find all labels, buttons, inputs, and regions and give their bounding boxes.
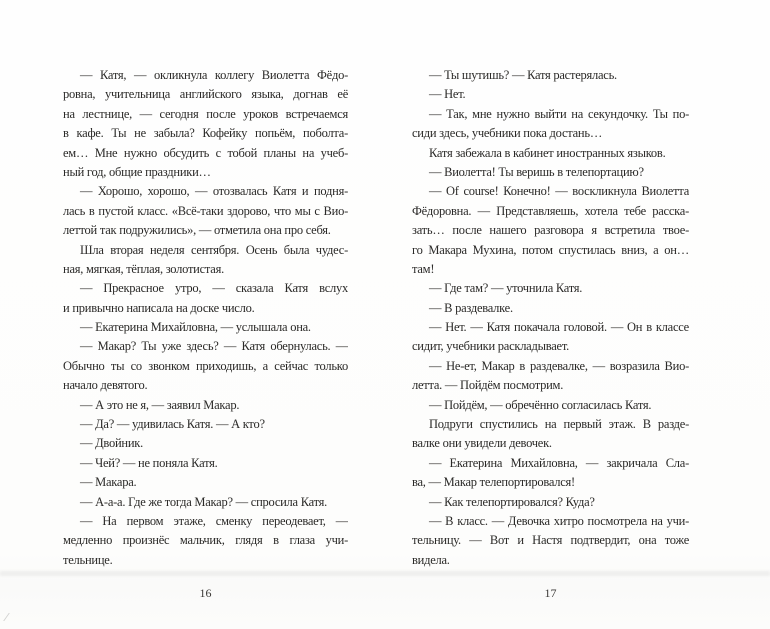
text-line: — Of course! Конечно! — воскликнула Виолетта	[429, 184, 689, 199]
text-line: — А это не я, — заявил Макар.	[80, 397, 240, 412]
text-line: — Катя, — окликнула коллегу Виолетта Фёдо-	[80, 68, 348, 82]
text-line: — Пойдём, — обречённо согласилась Катя.	[429, 397, 652, 412]
text-line: — Виолетта! Ты веришь в телепортацию?	[429, 164, 644, 179]
text-line: — Екатерина Михайловна, — закричала Сла-	[429, 455, 689, 470]
text-line: видела.	[412, 552, 450, 567]
text-line: — Чей? — не поняла Катя.	[80, 455, 218, 470]
text-line: ем… Мне нужно обсудить с тобой планы на учеб-	[63, 145, 348, 160]
text-line: — Хорошо, хорошо, — отозвалась Катя и подня-	[80, 184, 348, 199]
text-line: — Макара.	[80, 475, 137, 490]
text-line: тельнице.	[63, 552, 113, 567]
left-page-text-column	[63, 66, 348, 570]
right-page-number: 17	[544, 586, 557, 600]
text-line: — Где там? — уточнила Катя.	[429, 281, 583, 296]
text-line: ва, — Макар телепортировался!	[412, 475, 575, 490]
text-line: Обычно ты со звонком приходишь, а сейчас только	[63, 358, 348, 373]
right-page-text-column	[412, 66, 689, 570]
text-line: медленно произнёс мальчик, глядя в глаза учи-	[63, 533, 348, 548]
text-line: зать… после нашего разговора я встретила твое-	[412, 223, 689, 238]
text-line: — Да? — удивилась Катя. — А кто?	[80, 417, 265, 432]
text-line: валке они увидели девочек.	[412, 436, 552, 451]
text-line: — А-а-а. Где же тогда Макар? — спросила Катя.	[80, 494, 328, 509]
text-line: — В класс. — Девочка хитро посмотрела на учи-	[429, 513, 689, 528]
text-line: — Так, мне нужно выйти на секундочку. Ты по-	[429, 106, 689, 121]
text-line: леттой так подружились», — отметила она про себя.	[63, 223, 331, 238]
text-line: и привычно написала на доске число.	[63, 300, 255, 315]
text-line: — Двойник.	[80, 436, 143, 451]
text-line: на лестнице, — сегодня после уроков встречаемся	[63, 106, 348, 121]
text-line: там!	[412, 261, 435, 276]
text-line: — Нет. — Катя покачала головой. — Он в классе	[429, 320, 689, 335]
text-line: — Нет.	[429, 87, 466, 102]
text-line: сиди здесь, учебники пока достань…	[412, 126, 603, 141]
text-line: начало девятого.	[63, 378, 148, 393]
text-line: летта. — Пойдём посмотрим.	[412, 378, 564, 393]
left-page-number: 16	[199, 586, 212, 600]
text-line: — В раздевалке.	[429, 300, 513, 315]
text-line: Катя забежала в кабинет иностранных языков.	[429, 145, 666, 160]
text-line: — Ты шутишь? — Катя растерялась.	[429, 68, 617, 82]
text-line: — Макар? Ты уже здесь? — Катя обернулась. —	[80, 339, 348, 354]
page-edge-shadow	[0, 571, 770, 576]
text-line: лась в пустой класс. «Всё-таки здорово, что мы с Вио-	[63, 203, 348, 218]
text-line: Фёдоровна. — Представляешь, хотела тебе расска-	[412, 203, 689, 218]
text-line: сидит, учебники раскладывает.	[412, 339, 569, 354]
text-line: — На первом этаже, сменку переодевает, —	[80, 513, 348, 528]
text-line: Подруги спустились на первый этаж. В разде-	[429, 417, 689, 432]
text-line: в кафе. Ты не забыла? Кофейку попьём, поболта-	[63, 126, 348, 141]
text-line: — Как телепортировался? Куда?	[429, 494, 595, 509]
text-line: — Прекрасное утро, — сказала Катя вслух	[80, 281, 348, 296]
text-line: тельницу. — Вот и Настя подтвердит, она тоже	[412, 533, 689, 548]
photo-artifact-mark	[3, 613, 19, 621]
text-line: го Макара Мухина, потом спустилась вниз, а он…	[412, 242, 689, 257]
text-line: — Не-ет, Макар в раздевалке, — возразила Вио-	[429, 358, 689, 373]
text-line: Шла вторая неделя сентября. Осень была чудес-	[80, 242, 348, 257]
text-line: — Екатерина Михайловна, — услышала она.	[80, 320, 311, 335]
text-line: ный год, общие праздники…	[63, 164, 211, 179]
text-line: ная, мягкая, тёплая, золотистая.	[63, 261, 224, 276]
text-line: ровна, учительница английского языка, догнав её	[63, 87, 348, 102]
